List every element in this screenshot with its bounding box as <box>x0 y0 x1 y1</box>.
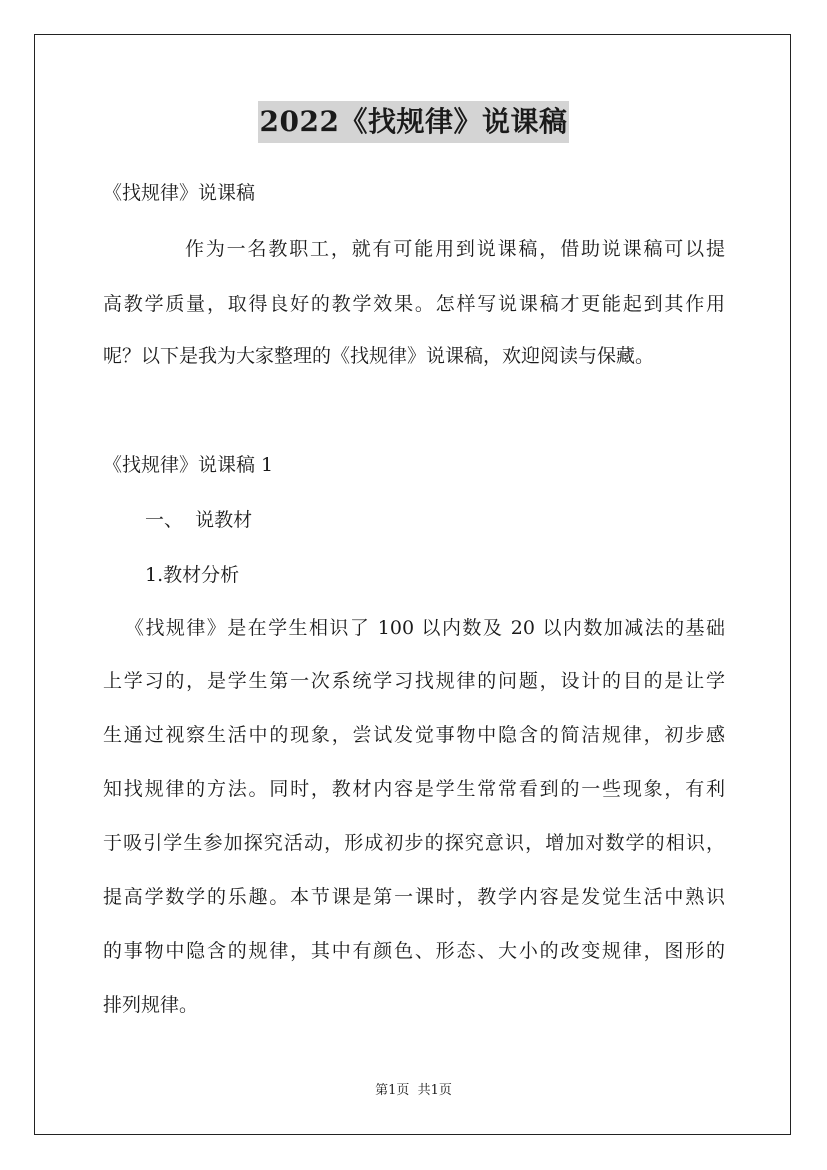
body-line-7: 的事物中隐含的规律，其中有颜色、形态、大小的改变规律，图形的 <box>103 940 725 962</box>
section-heading: 《找规律》说课稿 1 <box>103 454 274 476</box>
page-number-label: 第1页 共1页 <box>375 1083 452 1098</box>
document-subtitle: 《找规律》说课稿 <box>103 182 256 204</box>
intro-line-1: 作为一名教职工，就有可能用到说课稿，借助说课稿可以提 <box>185 238 725 260</box>
title-container <box>0 101 827 143</box>
sub-heading: 1.教材分析 <box>145 564 240 586</box>
body-line-5: 于吸引学生参加探究活动，形成初步的探究意识，增加对数学的相识， <box>103 832 725 854</box>
body-line-2: 上学习的，是学生第一次系统学习找规律的问题，设计的目的是让学 <box>103 670 725 692</box>
body-line-6: 提高学数学的乐趣。本节课是第一课时，教学内容是发觉生活中熟识 <box>103 886 725 908</box>
body-line-1: 《找规律》是在学生相识了 100 以内数及 20 以内数加减法的基础 <box>125 617 725 639</box>
intro-line-2: 高教学质量，取得良好的教学效果。怎样写说课稿才更能起到其作用 <box>103 293 725 315</box>
body-line-4: 知找规律的方法。同时，教材内容是学生常常看到的一些现象，有利 <box>103 778 725 800</box>
page-footer <box>0 1082 827 1100</box>
document-title: 2022《找规律》说课稿 <box>258 101 570 143</box>
part-heading: 一、 说教材 <box>145 509 253 531</box>
body-line-3: 生通过视察生活中的现象，尝试发觉事物中隐含的简洁规律，初步感 <box>103 724 725 746</box>
body-line-8: 排列规律。 <box>103 994 199 1016</box>
intro-line-3: 呢？以下是我为大家整理的《找规律》说课稿，欢迎阅读与保藏。 <box>103 345 655 367</box>
